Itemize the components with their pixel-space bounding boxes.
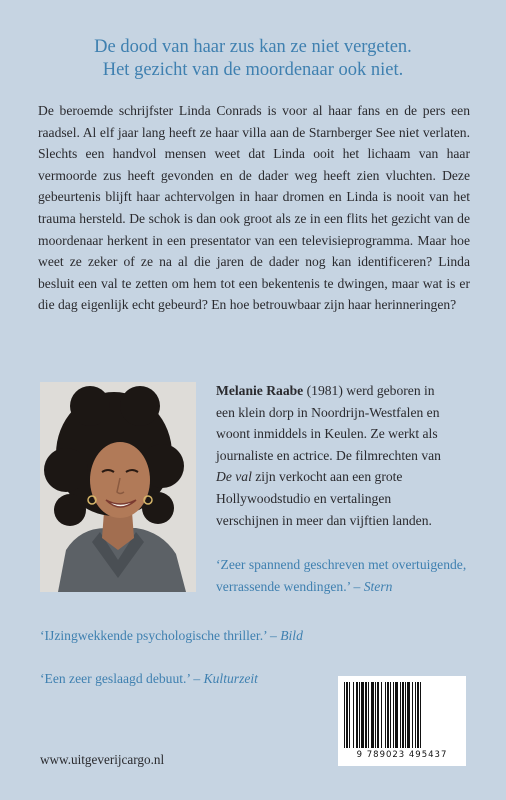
- author-bio-part-2: zijn verkocht aan een grote Hollywoodstudio en vertalingen verschijnen in meer dan vijftien landen.: [216, 469, 432, 528]
- barcode-bar: [381, 682, 382, 748]
- headline-line-1: De dood van haar zus kan ze niet vergeten.: [94, 37, 412, 57]
- author-photo: [40, 382, 196, 592]
- barcode-bar: [402, 682, 404, 748]
- barcode-bar: [377, 682, 379, 748]
- quote-bild: [40, 625, 303, 647]
- barcode-bar: [385, 682, 386, 748]
- barcode-bar: [390, 682, 391, 748]
- author-name: Melanie Raabe: [216, 383, 304, 398]
- barcode-bar: [393, 682, 394, 748]
- quote-source: Bild: [280, 628, 303, 643]
- barcode-number: 9 789023 495437: [356, 750, 448, 760]
- barcode-bar: [417, 682, 419, 748]
- barcode-bar: [375, 682, 376, 748]
- barcode-bar: [400, 682, 401, 748]
- blurb-text: De beroemde schrijfster Linda Conrads is voor al haar fans en de pers een raadsel. Al elf jaar lang heeft ze haar villa aan de Starnberger See niet verlaten. Slechts een handvol mensen weet dat Linda ooit het lichaam van haar vermoorde zus heeft gevonden en de dader weg heeft zien vluchten. Deze gebeurtenis blijft haar achtervolgen in haar dromen en Linda is nooit van het trauma hersteld. De schok is dan ook groot als ze in een flits het gezicht van de moordenaar herkent in een presentator van een televisieprogramma. Maar hoe weet ze zeker of ze na al die jaren de dader nog kan identificeren? Linda besluit een val te zetten om hem tot een bekentenis te dwingen, maar wat is er die dag eigenlijk echt gebeurd? En hoe betrouwbaar zijn haar herinneringen?: [38, 103, 470, 313]
- headline-line-2: Het gezicht van de moordenaar ook niet.: [102, 60, 404, 80]
- barcode-bar: [353, 682, 354, 748]
- barcode-bar: [344, 682, 345, 748]
- headline: [20, 36, 486, 82]
- barcode-bar: [359, 682, 360, 748]
- barcode-bar: [415, 682, 416, 748]
- quote-stern: [216, 554, 476, 597]
- book-title: De val: [216, 469, 252, 485]
- barcode: [338, 676, 466, 766]
- quote-text: ‘Zeer spannend geschreven met overtuigende, verrassende wendingen.’ –: [216, 557, 467, 594]
- barcode-bars: [344, 682, 460, 748]
- barcode-bar: [356, 682, 358, 748]
- quote-source: Stern: [363, 578, 393, 594]
- barcode-bar: [407, 682, 410, 748]
- quote-source: Kulturzeit: [203, 671, 258, 686]
- quote-kulturzeit: [40, 668, 258, 690]
- barcode-bar: [365, 682, 367, 748]
- barcode-bar: [368, 682, 369, 748]
- barcode-bar: [412, 682, 413, 748]
- barcode-bar: [371, 682, 374, 748]
- author-bio: [216, 380, 452, 531]
- barcode-bar: [420, 682, 421, 748]
- barcode-bar: [395, 682, 398, 748]
- author-bio-part-1: (1981) werd geboren in een klein dorp in Noordrijn-Westfalen en woont inmiddels in Keulen. Ze werkt als journaliste en actrice. De filmrechten van: [216, 383, 441, 463]
- publisher-website[interactable]: www.uitgeverijcargo.nl: [40, 752, 165, 767]
- barcode-bar: [387, 682, 389, 748]
- barcode-bar: [361, 682, 364, 748]
- barcode-bar: [346, 682, 348, 748]
- quote-text: ‘Een zeer geslaagd debuut.’ –: [40, 671, 204, 686]
- barcode-bar: [405, 682, 406, 748]
- quote-text: ‘IJzingwekkende psychologische thriller.’ –: [40, 628, 281, 643]
- barcode-bar: [349, 682, 350, 748]
